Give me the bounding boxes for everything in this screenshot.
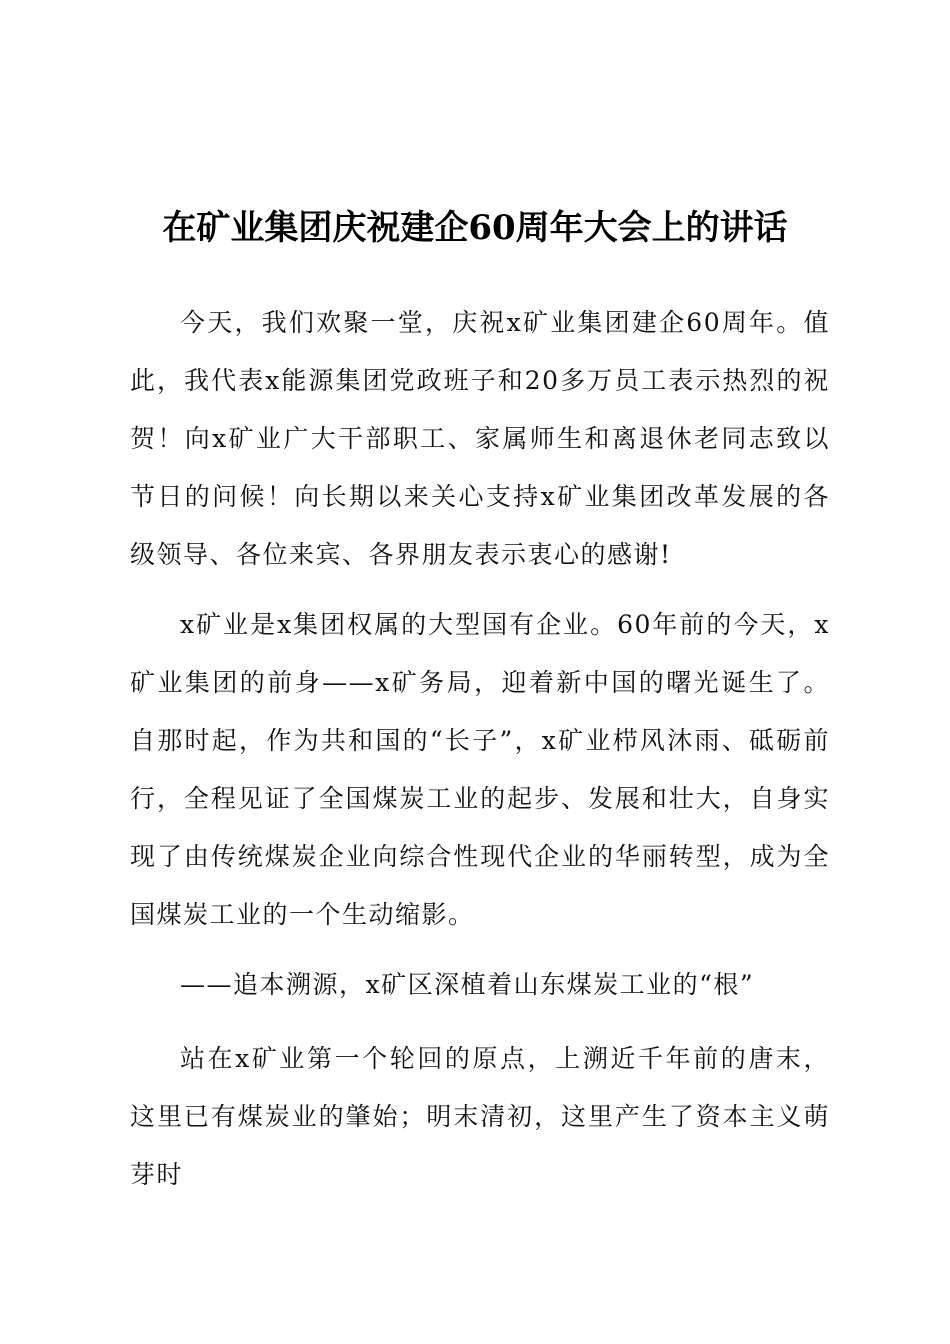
section-heading-roots: ——追本溯源，x矿区深植着山东煤炭工业的“根” [180,970,755,999]
paragraph-origin: 站在x矿业第一个轮回的原点，上溯近千年前的唐末，这里已有煤炭业的肇始；明末清初，这里产生了资本主义萌芽时 [130,1044,830,1189]
paragraph-history: x矿业是x集团权属的大型国有企业。60年前的今天，x矿业集团的前身——x矿务局，迎着新中国的曙光诞生了。自那时起，作为共和国的“长子”，x矿业栉风沐雨、砥砺前行，全程见证了全国煤炭工业的起步、发展和壮大，自身实现了由传统煤炭企业向综合性现代企业的华丽转型，成为全国煤炭工业的一个生动缩影。 [130,610,830,929]
paragraph-greeting: 今天，我们欢聚一堂，庆祝x矿业集团建企60周年。值此，我代表x能源集团党政班子和20多万员工表示热烈的祝贺！向x矿业广大干部职工、家属师生和离退休老同志致以节日的问候！向长期以来关心支持x矿业集团改革发展的各级领导、各位来宾、各界朋友表示衷心的感谢! [130,308,830,569]
document-title: 在矿业集团庆祝建企60周年大会上的讲话 [162,208,788,248]
